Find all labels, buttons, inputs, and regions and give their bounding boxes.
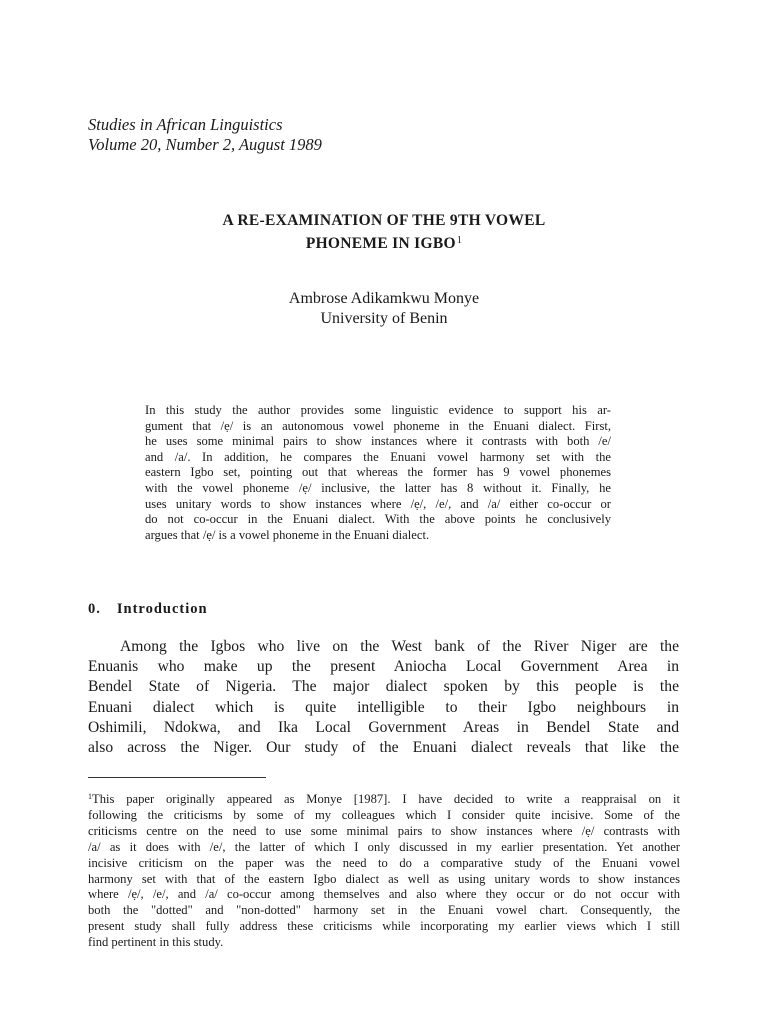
author-affiliation: University of Benin [320, 310, 448, 327]
author-block [0, 289, 768, 329]
body-line: also across the Niger. Our study of the Enuani dialect reveals that like the [88, 739, 679, 757]
abstract-line: gument that /ẹ/ is an autonomous vowel phoneme in the Enuani dialect. First, [145, 418, 611, 433]
body-line: Bendel State of Nigeria. The major dialect spoken by this people is the [88, 678, 679, 696]
section-heading [88, 600, 208, 618]
title-line-2-text: PHONEME IN IGBO [305, 235, 456, 252]
abstract-line: and /a/. In addition, he compares the Enuani vowel harmony set with the [145, 449, 611, 464]
footnote-line: find pertinent in this study. [88, 935, 224, 950]
section-title: Introduction [116, 601, 208, 617]
journal-issue: Volume 20, Number 2, August 1989 [88, 135, 322, 154]
abstract-line: eastern Igbo set, pointing out that whereas the former has 9 vowel phonemes [145, 465, 611, 480]
footnote-line: harmony set with that of the eastern Igbo dialect as well as using unitary words to show instances [88, 871, 680, 886]
footnote-divider [88, 777, 266, 778]
body-line: Oshimili, Ndokwa, and Ika Local Government Areas in Bendel State and [88, 718, 679, 736]
body-line: Among the Igbos who live on the West bank of the River Niger are the [120, 638, 679, 655]
title-line-2 [0, 231, 768, 254]
body-line: Enuanis who make up the present Aniocha Local Government Area in [88, 658, 679, 676]
author-name: Ambrose Adikamkwu Monye [288, 290, 480, 307]
abstract [145, 403, 611, 543]
footnote-line: criticisms centre on the need to use some minimal pairs to show instances where /ẹ/ contrasts with [88, 823, 680, 838]
title-line-1: A RE-EXAMINATION OF THE 9TH VOWEL [222, 212, 546, 229]
abstract-line: In this study the author provides some linguistic evidence to support his ar- [145, 403, 611, 417]
footnote-line: following the criticisms by some of my colleagues which I consider quite incisive. Some of the [88, 807, 680, 822]
footnote-line [88, 789, 680, 808]
footnote-line: both the "dotted" and "non-dotted" harmony set in the Enuani vowel chart. Consequently, the [88, 903, 680, 918]
footnote-line: incisive criticism on the paper was the need to do a comparative study of the Enuani vowel [88, 855, 680, 870]
body-line: Enuani dialect which is quite intelligible to their Igbo neighbours in [88, 698, 679, 716]
abstract-line: he uses some minimal pairs to show instances where it contrasts with both /e/ [145, 434, 611, 449]
body-paragraph [88, 637, 679, 758]
journal-header [88, 115, 322, 155]
footnote-line-text: This paper originally appeared as Monye [1987]. I have decided to write a reappraisal on it [92, 792, 680, 806]
abstract-line: uses unitary words to show instances where /ẹ/, /e/, and /a/ either co-occur or [145, 496, 611, 511]
footnote-line: /a/ as it does with /e/, the latter of which I only discussed in my earlier presentation. Yet another [88, 839, 680, 854]
paper-title [0, 211, 768, 254]
abstract-line: argues that /ẹ/ is a vowel phoneme in the Enuani dialect. [145, 527, 430, 542]
journal-name: Studies in African Linguistics [88, 115, 283, 134]
footnote [88, 789, 680, 951]
abstract-line: with the vowel phoneme /ẹ/ inclusive, the latter has 8 without it. Finally, he [145, 480, 611, 495]
footnote-line: present study shall fully address these criticisms while incorporating my earlier views which I still [88, 919, 680, 934]
footnote-mark: 1 [88, 792, 92, 801]
footnote-line: where /ẹ/, /e/, and /a/ co-occur among themselves and also where they occur or do not occur with [88, 887, 680, 902]
abstract-line: do not co-occur in the Enuani dialect. With the above points he conclusively [145, 512, 611, 527]
title-footnote-mark[interactable]: 1 [456, 235, 463, 246]
section-number: 0. [88, 601, 101, 617]
